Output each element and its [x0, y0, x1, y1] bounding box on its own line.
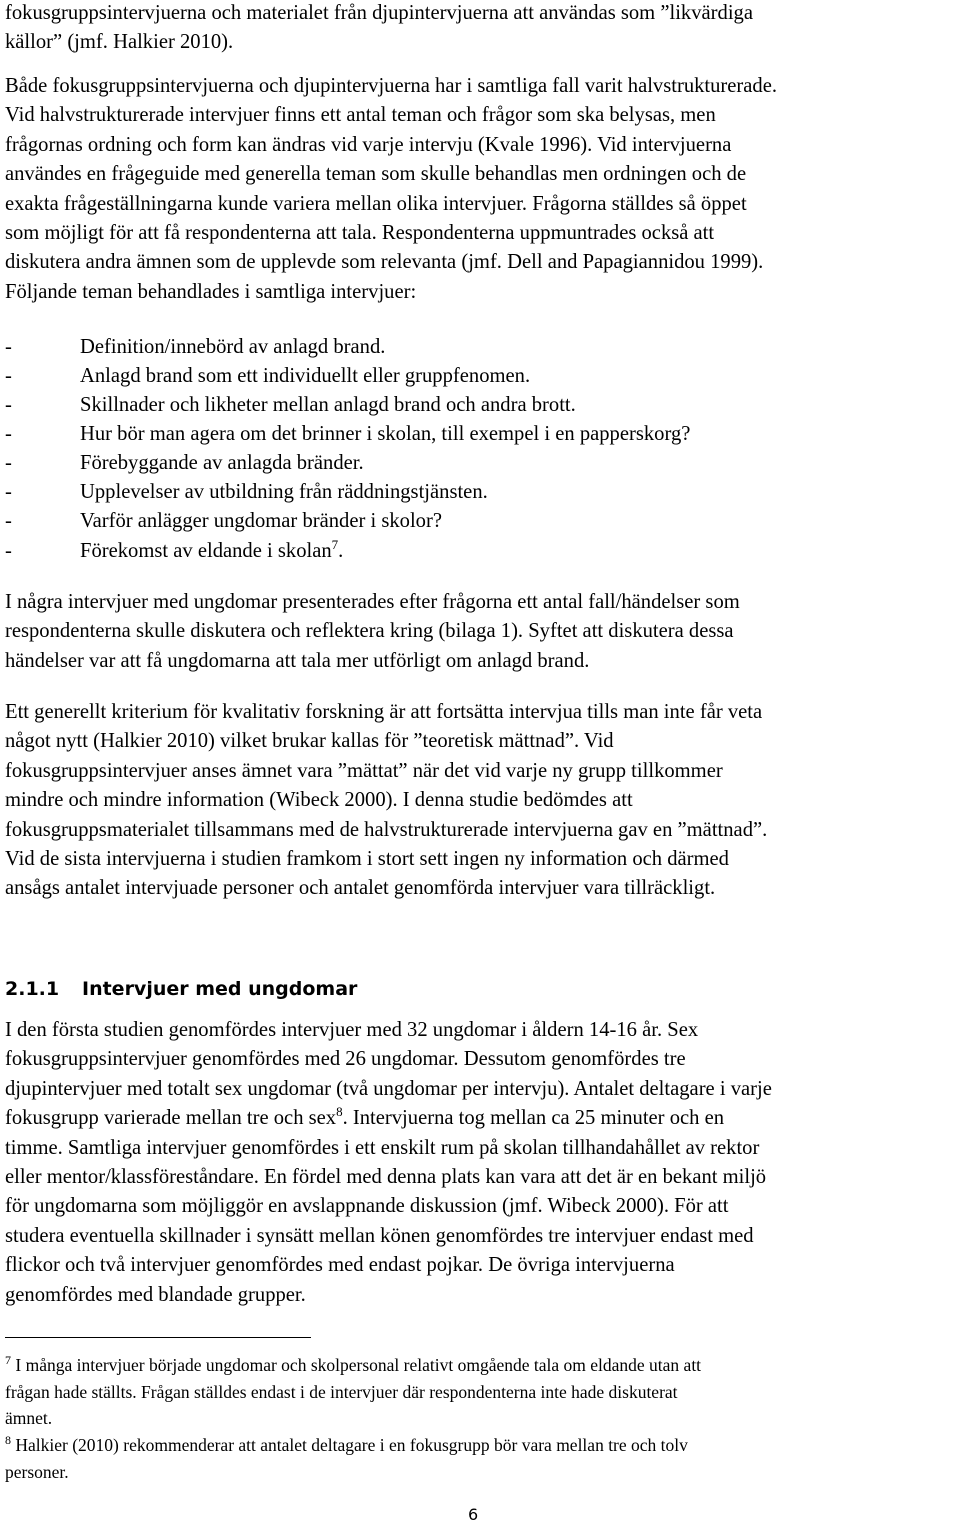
text-line: djupintervjuer med totalt sex ungdomar (två ungdomar per intervju). Antalet deltagare i varje — [5, 1077, 772, 1100]
paragraph-continuation — [5, 0, 955, 58]
list-item — [5, 391, 576, 420]
footnote-ref-7[interactable]: 7 — [331, 537, 339, 552]
text-segment: . Intervjuerna tog mellan ca 25 minuter och en — [342, 1107, 725, 1130]
list-dash: - — [5, 336, 12, 358]
text-line: för ungdomarna som möjliggör en avslappnande diskussion (jmf. Wibeck 2000). För att — [5, 1195, 729, 1218]
text-line: I några intervjuer med ungdomar presenterades efter frågorna ett antal fall/händelser som — [5, 591, 740, 613]
text-line: respondenterna skulle diskutera och reflektera kring (bilaga 1). Syftet att diskutera dessa — [5, 620, 734, 643]
text-line: studera eventuella skillnader i synsätt mellan könen genomfördes tre intervjuer endast med — [5, 1224, 754, 1247]
list-dash: - — [5, 452, 12, 474]
footnote-line — [5, 1352, 955, 1379]
page-number: 6 — [468, 1505, 479, 1524]
paragraph-cases — [5, 588, 955, 676]
text-line: fokusgruppsmaterialet tillsammans med de halvstrukturerade intervjuerna gav en ”mättnad”. — [5, 818, 768, 841]
list-item — [5, 478, 488, 507]
list-item-text: Skillnader och likheter mellan anlagd brand och andra brott. — [80, 394, 576, 416]
text-line: Vid halvstrukturerade intervjuer finns ett antal teman och frågor som ska belysas, men — [5, 104, 716, 127]
text-line: något nytt (Halkier 2010) vilket brukar kallas för ”teoretisk mättnad”. Vid — [5, 730, 614, 753]
list-item — [5, 449, 364, 478]
text-line: Både fokusgruppsintervjuerna och djupintervjuerna har i samtliga fall varit halvstrukturerade. — [5, 75, 778, 97]
text-line: I den första studien genomfördes intervjuer med 32 ungdomar i åldern 14-16 år. Sex — [5, 1019, 699, 1041]
list-dash: - — [5, 423, 12, 445]
paragraph-semistructured — [5, 72, 955, 307]
footnote-line: frågan hade ställts. Frågan ställdes endast i de intervjuer där respondenterna inte hade diskuterat — [5, 1381, 678, 1402]
text-line: mindre och mindre information (Wibeck 2000). I denna studie bedömdes att — [5, 789, 633, 812]
text-line: användes en frågeguide med generella teman som skulle behandlas men ordningen och de — [5, 163, 747, 186]
list-item-tail: . — [338, 540, 344, 562]
text-line: diskutera andra ämnen som de upplevde som relevanta (jmf. Dell and Papagiannidou 1999). — [5, 251, 764, 274]
text-line: som möjligt för att få respondenterna att tala. Respondenterna uppmuntrades också att — [5, 222, 715, 245]
text-line: genomfördes med blandade grupper. — [5, 1283, 306, 1306]
text-line: timme. Samtliga intervjuer genomfördes i ett enskilt rum på skolan tillhandahållet av rektor — [5, 1136, 760, 1159]
text-line — [5, 1104, 955, 1133]
list-item — [5, 362, 530, 391]
section-number: 2.1.1 — [5, 978, 60, 1000]
list-dash: - — [5, 481, 12, 503]
text-segment: fokusgrupp varierade mellan tre och sex — [5, 1107, 337, 1130]
text-line: fokusgruppsintervjuerna och materialet från djupintervjuerna att användas som ”likvärdiga — [5, 2, 753, 24]
footnote-separator — [5, 1337, 311, 1338]
footnote-text: Halkier (2010) rekommenderar att antalet deltagare i en fokusgrupp bör vara mellan tre och tolv — [11, 1435, 688, 1455]
list-item — [5, 537, 343, 566]
paragraph-youth-interviews — [5, 1016, 955, 1310]
list-item-text: Förebyggande av anlagda bränder. — [80, 452, 364, 474]
list-item-text: Anlagd brand som ett individuellt eller gruppfenomen. — [80, 365, 531, 387]
text-line: Ett generellt kriterium för kvalitativ forskning är att fortsätta intervjua tills man inte får veta — [5, 701, 763, 723]
text-line: Följande teman behandlades i samtliga intervjuer: — [5, 280, 417, 303]
text-line: fokusgruppsintervjuer anses ämnet vara ”mättat” när det vid varje ny grupp tillkommer — [5, 759, 723, 782]
list-item-text: Förekomst av eldande i skolan — [80, 540, 332, 562]
footnote-line: personer. — [5, 1461, 69, 1482]
footnote-number: 7 — [5, 1353, 11, 1367]
list-item-text: Hur bör man agera om det brinner i skolan, till exempel i en papperskorg? — [80, 423, 691, 445]
text-line: Vid de sista intervjuerna i studien framkom i stort sett ingen ny information och därmed — [5, 848, 729, 871]
list-dash: - — [5, 540, 12, 562]
section-heading — [5, 975, 357, 1004]
footnote-line — [5, 1432, 955, 1459]
text-line: frågornas ordning och form kan ändras vid varje intervju (Kvale 1996). Vid intervjuerna — [5, 133, 732, 156]
list-item — [5, 420, 690, 449]
list-dash: - — [5, 394, 12, 416]
list-item-text: Definition/innebörd av anlagd brand. — [80, 336, 386, 358]
footnote-text: I många intervjuer började ungdomar och skolpersonal relativt omgående tala om eldande utan att — [11, 1355, 702, 1375]
text-line: eller mentor/klassföreståndare. En fördel med denna plats kan vara att det är en bekant miljö — [5, 1166, 767, 1189]
section-title: Intervjuer med ungdomar — [82, 978, 358, 1000]
text-line: ansågs antalet intervjuade personer och antalet genomförda intervjuer vara tillräckligt. — [5, 877, 716, 900]
text-line: händelser var att få ungdomarna att tala mer utförligt om anlagd brand. — [5, 649, 590, 672]
footnote-line: ämnet. — [5, 1408, 53, 1428]
list-item-text: Upplevelser av utbildning från räddningstjänsten. — [80, 481, 488, 503]
footnote-ref-8[interactable]: 8 — [336, 1104, 343, 1120]
list-dash: - — [5, 510, 12, 532]
list-dash: - — [5, 365, 12, 387]
text-line: fokusgruppsintervjuer genomfördes med 26 ungdomar. Dessutom genomfördes tre — [5, 1048, 686, 1071]
list-item — [5, 333, 385, 362]
list-item-text: Varför anlägger ungdomar bränder i skolor? — [80, 510, 442, 532]
text-line: flickor och två intervjuer genomfördes med endast pojkar. De övriga intervjuerna — [5, 1254, 675, 1277]
footnote-7 — [5, 1352, 955, 1432]
paragraph-saturation — [5, 698, 955, 904]
footnote-8 — [5, 1432, 955, 1485]
list-item — [5, 507, 442, 536]
text-line: källor” (jmf. Halkier 2010). — [5, 31, 234, 54]
footnote-number: 8 — [5, 1433, 11, 1447]
text-line: exakta frågeställningarna kunde variera mellan olika intervjuer. Frågorna ställdes så öppet — [5, 192, 747, 215]
